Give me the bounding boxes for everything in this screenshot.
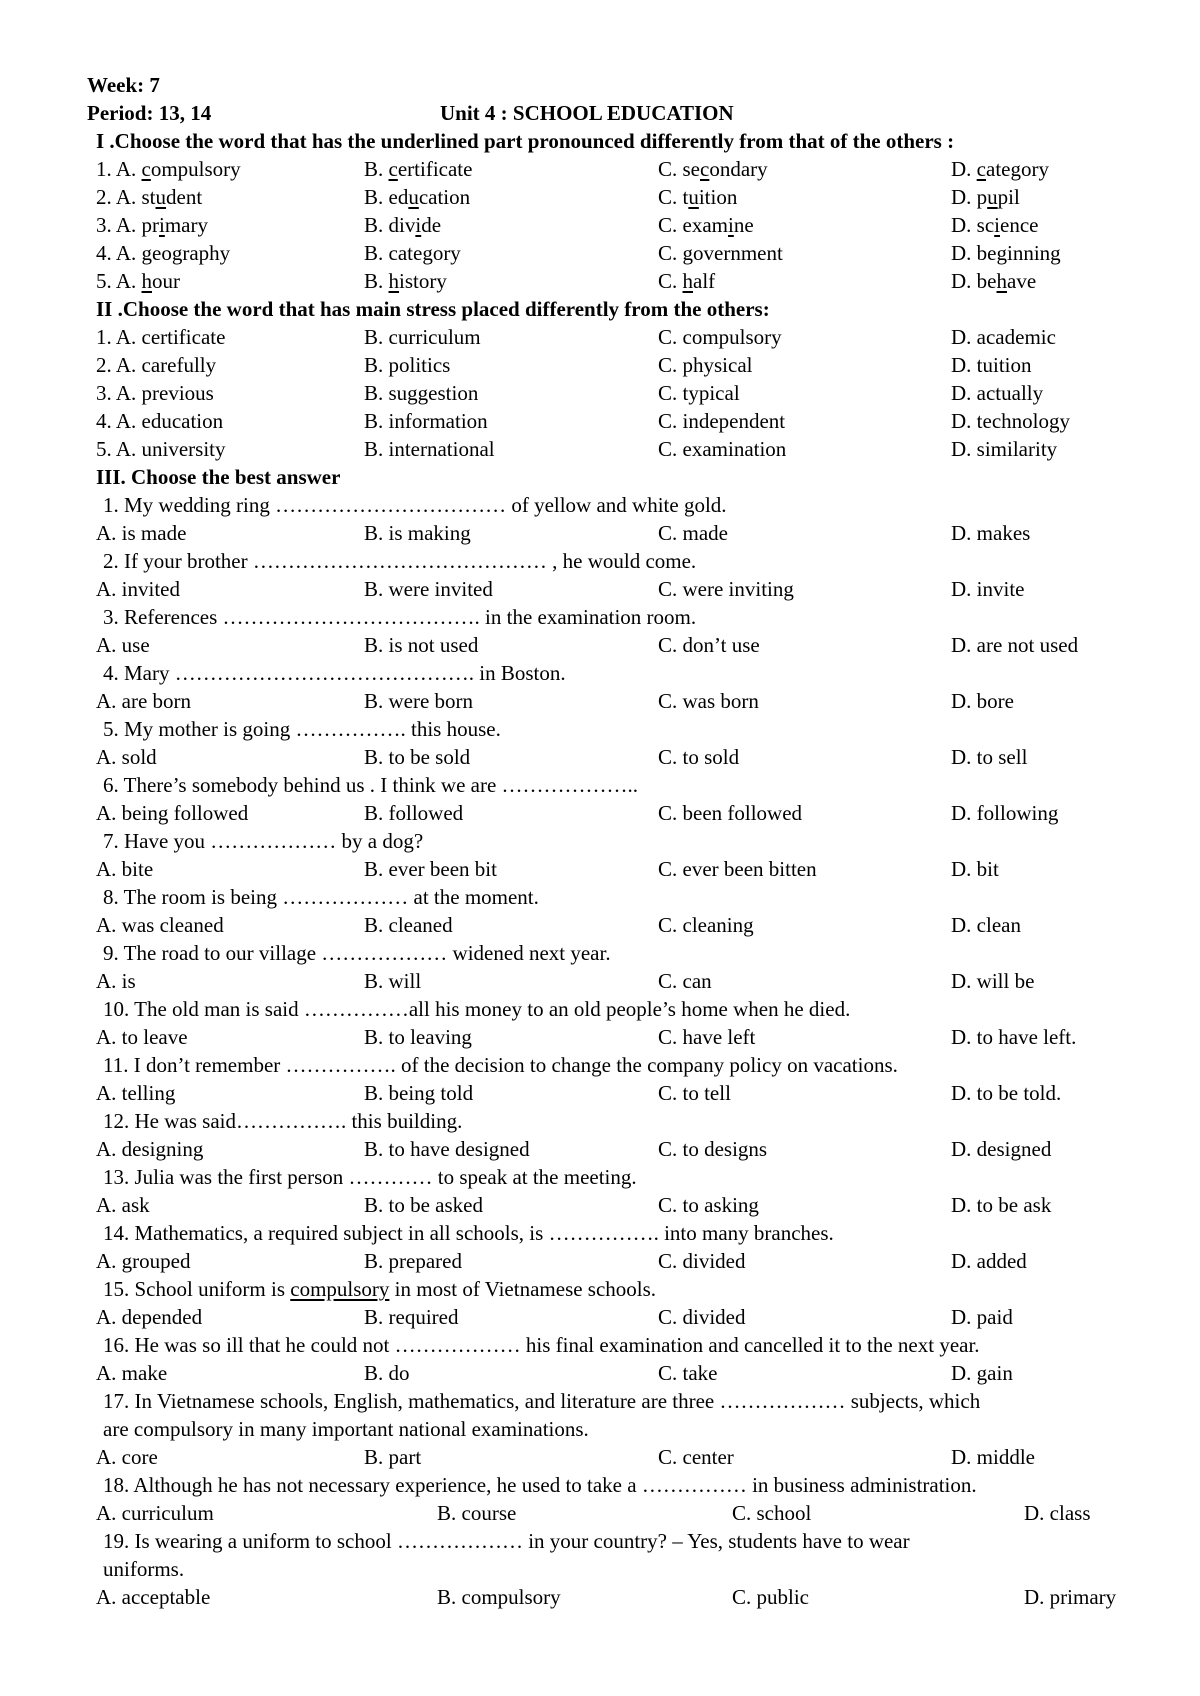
answer-option: B. to have designed <box>364 1137 530 1161</box>
stress-option: B. politics <box>364 353 451 377</box>
stress-option: C. compulsory <box>658 325 782 349</box>
pronunciation-option <box>658 184 737 210</box>
answer-option: A. designing <box>96 1137 204 1161</box>
answer-option: C. to sold <box>658 745 740 769</box>
answer-option: D. added <box>951 1249 1027 1273</box>
option-prefix: D. sc <box>951 213 995 237</box>
question-text: 13. Julia was the first person ………… to speak at the meeting. <box>103 1165 637 1189</box>
pronunciation-option <box>658 240 783 266</box>
pronunciation-option <box>96 184 202 210</box>
answer-option: D. will be <box>951 969 1035 993</box>
answer-option: A. curriculum <box>96 1501 214 1525</box>
underlined-part: u <box>987 185 998 209</box>
answer-option: C. to asking <box>658 1193 759 1217</box>
stress-option: D. tuition <box>951 353 1032 377</box>
answer-option: D. makes <box>951 521 1031 545</box>
stress-option: D. actually <box>951 381 1044 405</box>
answer-option: D. designed <box>951 1137 1052 1161</box>
option-prefix: B. <box>364 269 389 293</box>
pronunciation-option <box>951 156 1049 182</box>
answer-option: D. middle <box>951 1445 1035 1469</box>
answer-option: A. to leave <box>96 1025 188 1049</box>
underlined-part: g <box>996 241 1007 265</box>
stress-option: 5. A. university <box>96 437 226 461</box>
question-text: uniforms. <box>103 1557 185 1581</box>
answer-option: B. followed <box>364 801 464 825</box>
answer-option: D. primary <box>1024 1585 1117 1609</box>
question-text: are compulsory in many important national examinations. <box>103 1417 589 1441</box>
stress-option: B. international <box>364 437 495 461</box>
answer-option: C. made <box>658 521 728 545</box>
answer-option: A. depended <box>96 1305 203 1329</box>
option-prefix: C. t <box>658 185 689 209</box>
stress-option: 3. A. previous <box>96 381 214 405</box>
stress-option: D. academic <box>951 325 1056 349</box>
answer-option: B. to be asked <box>364 1193 483 1217</box>
answer-option: A. core <box>96 1445 158 1469</box>
stress-option: 1. A. certificate <box>96 325 226 349</box>
question-text: 17. In Vietnamese schools, English, mathematics, and literature are three ……………… subjects, which <box>103 1389 981 1413</box>
answer-option: D. following <box>951 801 1059 825</box>
pronunciation-option <box>364 184 470 210</box>
answer-option: C. take <box>658 1361 718 1385</box>
section-2-heading: II .Choose the word that has main stress placed differently from the others: <box>96 297 770 321</box>
option-prefix: B. cate <box>364 241 423 265</box>
answer-option: A. telling <box>96 1081 176 1105</box>
pronunciation-option <box>951 240 1061 266</box>
option-prefix: D. be <box>951 241 997 265</box>
answer-option: A. are born <box>96 689 192 713</box>
answer-option: B. course <box>437 1501 517 1525</box>
answer-option: C. to designs <box>658 1137 768 1161</box>
underlined-part: c <box>388 157 398 181</box>
stress-option: D. similarity <box>951 437 1058 461</box>
question-text: 4. Mary ……………………………………. in Boston. <box>103 661 566 685</box>
underlined-part: h <box>682 269 694 293</box>
option-suffix: in most of Vietnamese schools. <box>389 1277 657 1301</box>
section-3-heading: III. Choose the best answer <box>96 465 341 489</box>
question-text: 1. My wedding ring …………………………… of yellow and white gold. <box>103 493 727 517</box>
question-text: 9. The road to our village ……………… widened next year. <box>103 941 611 965</box>
option-prefix: C. exam <box>658 213 728 237</box>
answer-option: D. paid <box>951 1305 1013 1329</box>
section-1-heading: I .Choose the word that has the underlined part pronounced differently from that of the others : <box>96 129 955 153</box>
underlined-part: i <box>994 213 1001 237</box>
answer-option: A. was cleaned <box>96 913 224 937</box>
answer-option: B. compulsory <box>437 1585 561 1609</box>
underlined-part: g <box>682 241 694 265</box>
answer-option: C. school <box>732 1501 812 1525</box>
answer-option: C. don’t use <box>658 633 760 657</box>
question-text: 3. References ………………………………. in the examination room. <box>103 605 697 629</box>
pronunciation-option <box>364 212 441 238</box>
stress-option: B. information <box>364 409 488 433</box>
underlined-part: i <box>415 213 422 237</box>
question-text: 12. He was said……………. this building. <box>103 1109 463 1133</box>
answer-option: D. to be told. <box>951 1081 1062 1105</box>
pronunciation-option <box>364 240 461 266</box>
question-text <box>103 1276 656 1302</box>
underlined-part: g <box>422 241 433 265</box>
answer-option: B. cleaned <box>364 913 453 937</box>
option-suffix: ne <box>733 213 754 237</box>
answer-option: D. clean <box>951 913 1021 937</box>
option-suffix: ence <box>1000 213 1039 237</box>
answer-option: B. were invited <box>364 577 493 601</box>
answer-option: C. center <box>658 1445 734 1469</box>
question-text: 8. The room is being ……………… at the moment. <box>103 885 539 909</box>
answer-option: C. been followed <box>658 801 803 825</box>
answer-option: B. being told <box>364 1081 474 1105</box>
stress-option: B. curriculum <box>364 325 481 349</box>
answer-option: C. divided <box>658 1305 746 1329</box>
option-prefix: D. be <box>951 269 997 293</box>
answer-option: D. to be ask <box>951 1193 1052 1217</box>
answer-option: C. were inviting <box>658 577 794 601</box>
pronunciation-option <box>951 212 1038 238</box>
pronunciation-option <box>364 268 447 294</box>
option-suffix: eography <box>152 241 231 265</box>
underlined-part: u <box>155 185 167 209</box>
answer-option: A. bite <box>96 857 154 881</box>
stress-option: C. examination <box>658 437 787 461</box>
answer-option: D. to sell <box>951 745 1028 769</box>
answer-option: B. do <box>364 1361 410 1385</box>
pronunciation-option <box>364 156 472 182</box>
stress-option: C. physical <box>658 353 753 377</box>
answer-option: B. to leaving <box>364 1025 472 1049</box>
question-text: 19. Is wearing a uniform to school ……………… in your country? – Yes, students have to wear <box>103 1529 910 1553</box>
pronunciation-option <box>96 212 208 238</box>
pronunciation-option <box>951 268 1036 294</box>
stress-option: 2. A. carefully <box>96 353 217 377</box>
answer-option: B. is not used <box>364 633 479 657</box>
answer-option: B. to be sold <box>364 745 471 769</box>
option-suffix: pil <box>997 185 1020 209</box>
answer-option: D. gain <box>951 1361 1013 1385</box>
option-suffix: alf <box>693 269 716 293</box>
pronunciation-option <box>951 184 1020 210</box>
question-text: 11. I don’t remember ……………. of the decision to change the company policy on vacations. <box>103 1053 898 1077</box>
answer-option: A. being followed <box>96 801 249 825</box>
answer-option: A. sold <box>96 745 157 769</box>
answer-option: A. ask <box>96 1193 150 1217</box>
answer-option: B. will <box>364 969 422 993</box>
option-prefix: D. p <box>951 185 988 209</box>
pronunciation-option <box>658 156 768 182</box>
answer-option: C. public <box>732 1585 809 1609</box>
answer-option: A. acceptable <box>96 1585 211 1609</box>
answer-option: C. to tell <box>658 1081 731 1105</box>
answer-option: A. make <box>96 1361 168 1385</box>
option-prefix: 5. A. <box>96 269 142 293</box>
answer-option: A. is <box>96 969 136 993</box>
option-prefix: 4. A. <box>96 241 142 265</box>
answer-option: A. grouped <box>96 1249 191 1273</box>
answer-option: A. invited <box>96 577 180 601</box>
stress-option: B. suggestion <box>364 381 479 405</box>
pronunciation-option <box>658 268 715 294</box>
option-suffix: mary <box>164 213 208 237</box>
option-suffix: ertificate <box>397 157 473 181</box>
underlined-part: i <box>159 213 165 237</box>
option-suffix: ition <box>698 185 738 209</box>
answer-option: C. was born <box>658 689 759 713</box>
option-suffix: dent <box>166 185 203 209</box>
answer-option: B. part <box>364 1445 422 1469</box>
option-suffix: ondary <box>709 157 768 181</box>
question-text: 18. Although he has not necessary experience, he used to take a …………… in business administration. <box>103 1473 977 1497</box>
answer-option: A. use <box>96 633 150 657</box>
question-text: 14. Mathematics, a required subject in all schools, is ……………. into many branches. <box>103 1221 834 1245</box>
answer-option: C. cleaning <box>658 913 754 937</box>
question-text: 5. My mother is going ……………. this house. <box>103 717 501 741</box>
answer-option: B. ever been bit <box>364 857 497 881</box>
option-suffix: overnment <box>693 241 783 265</box>
underlined-part: c <box>976 157 986 181</box>
underlined-part: c <box>700 157 710 181</box>
pronunciation-option <box>96 268 180 294</box>
stress-option: C. typical <box>658 381 740 405</box>
option-suffix: ompulsory <box>150 157 241 181</box>
stress-option: 4. A. education <box>96 409 224 433</box>
option-prefix: 2. A. st <box>96 185 156 209</box>
question-text: 16. He was so ill that he could not ……………… his final examination and cancelled it to the next year. <box>103 1333 980 1357</box>
answer-option: D. bore <box>951 689 1014 713</box>
option-prefix: D. <box>951 157 977 181</box>
answer-option: C. ever been bitten <box>658 857 817 881</box>
pronunciation-option <box>658 212 754 238</box>
answer-option: D. invite <box>951 577 1025 601</box>
option-prefix: 1. A. <box>96 157 142 181</box>
underlined-part: h <box>996 269 1007 293</box>
option-suffix: cation <box>418 185 471 209</box>
answer-option: D. class <box>1024 1501 1091 1525</box>
underlined-part: u <box>688 185 699 209</box>
question-text: 10. The old man is said ……………all his money to an old people’s home when he died. <box>103 997 851 1021</box>
option-suffix: de <box>421 213 442 237</box>
answer-option: B. is making <box>364 521 471 545</box>
option-suffix: istory <box>399 269 447 293</box>
question-text: 2. If your brother …………………………………… , he would come. <box>103 549 697 573</box>
answer-option: A. is made <box>96 521 187 545</box>
underlined-part: i <box>727 213 734 237</box>
option-suffix: inning <box>1007 241 1061 265</box>
option-suffix: ory <box>432 241 461 265</box>
week-label: Week: 7 <box>87 73 160 97</box>
unit-title: Unit 4 : SCHOOL EDUCATION <box>440 101 734 125</box>
option-prefix: C. <box>658 241 683 265</box>
question-text: 7. Have you ……………… by a dog? <box>103 829 424 853</box>
stress-option: D. technology <box>951 409 1070 433</box>
option-suffix: ave <box>1007 269 1037 293</box>
option-prefix: B. div <box>364 213 416 237</box>
pronunciation-option <box>96 156 241 182</box>
option-suffix: ategory <box>986 157 1049 181</box>
option-prefix: B. ed <box>364 185 409 209</box>
answer-option: D. to have left. <box>951 1025 1077 1049</box>
answer-option: B. required <box>364 1305 459 1329</box>
answer-option: B. were born <box>364 689 474 713</box>
option-prefix: B. <box>364 157 389 181</box>
underlined-part: h <box>388 269 400 293</box>
option-prefix: 3. A. pr <box>96 213 159 237</box>
period-label: Period: 13, 14 <box>87 101 212 125</box>
underlined-part: h <box>141 269 153 293</box>
underlined-part: c <box>141 157 151 181</box>
answer-option: C. can <box>658 969 712 993</box>
option-prefix: C. <box>658 269 683 293</box>
answer-option: C. have left <box>658 1025 756 1049</box>
option-prefix: 15. School uniform is <box>103 1277 291 1301</box>
underlined-part: u <box>408 185 419 209</box>
question-text: 6. There’s somebody behind us . I think we are ……………….. <box>103 773 639 797</box>
stress-option: C. independent <box>658 409 786 433</box>
answer-option: B. prepared <box>364 1249 462 1273</box>
option-prefix: C. se <box>658 157 700 181</box>
answer-option: C. divided <box>658 1249 746 1273</box>
underlined-part: g <box>141 241 153 265</box>
answer-option: D. are not used <box>951 633 1079 657</box>
answer-option: D. bit <box>951 857 999 881</box>
option-suffix: our <box>152 269 181 293</box>
pronunciation-option <box>96 240 230 266</box>
underlined-part: compulsory <box>290 1277 390 1301</box>
